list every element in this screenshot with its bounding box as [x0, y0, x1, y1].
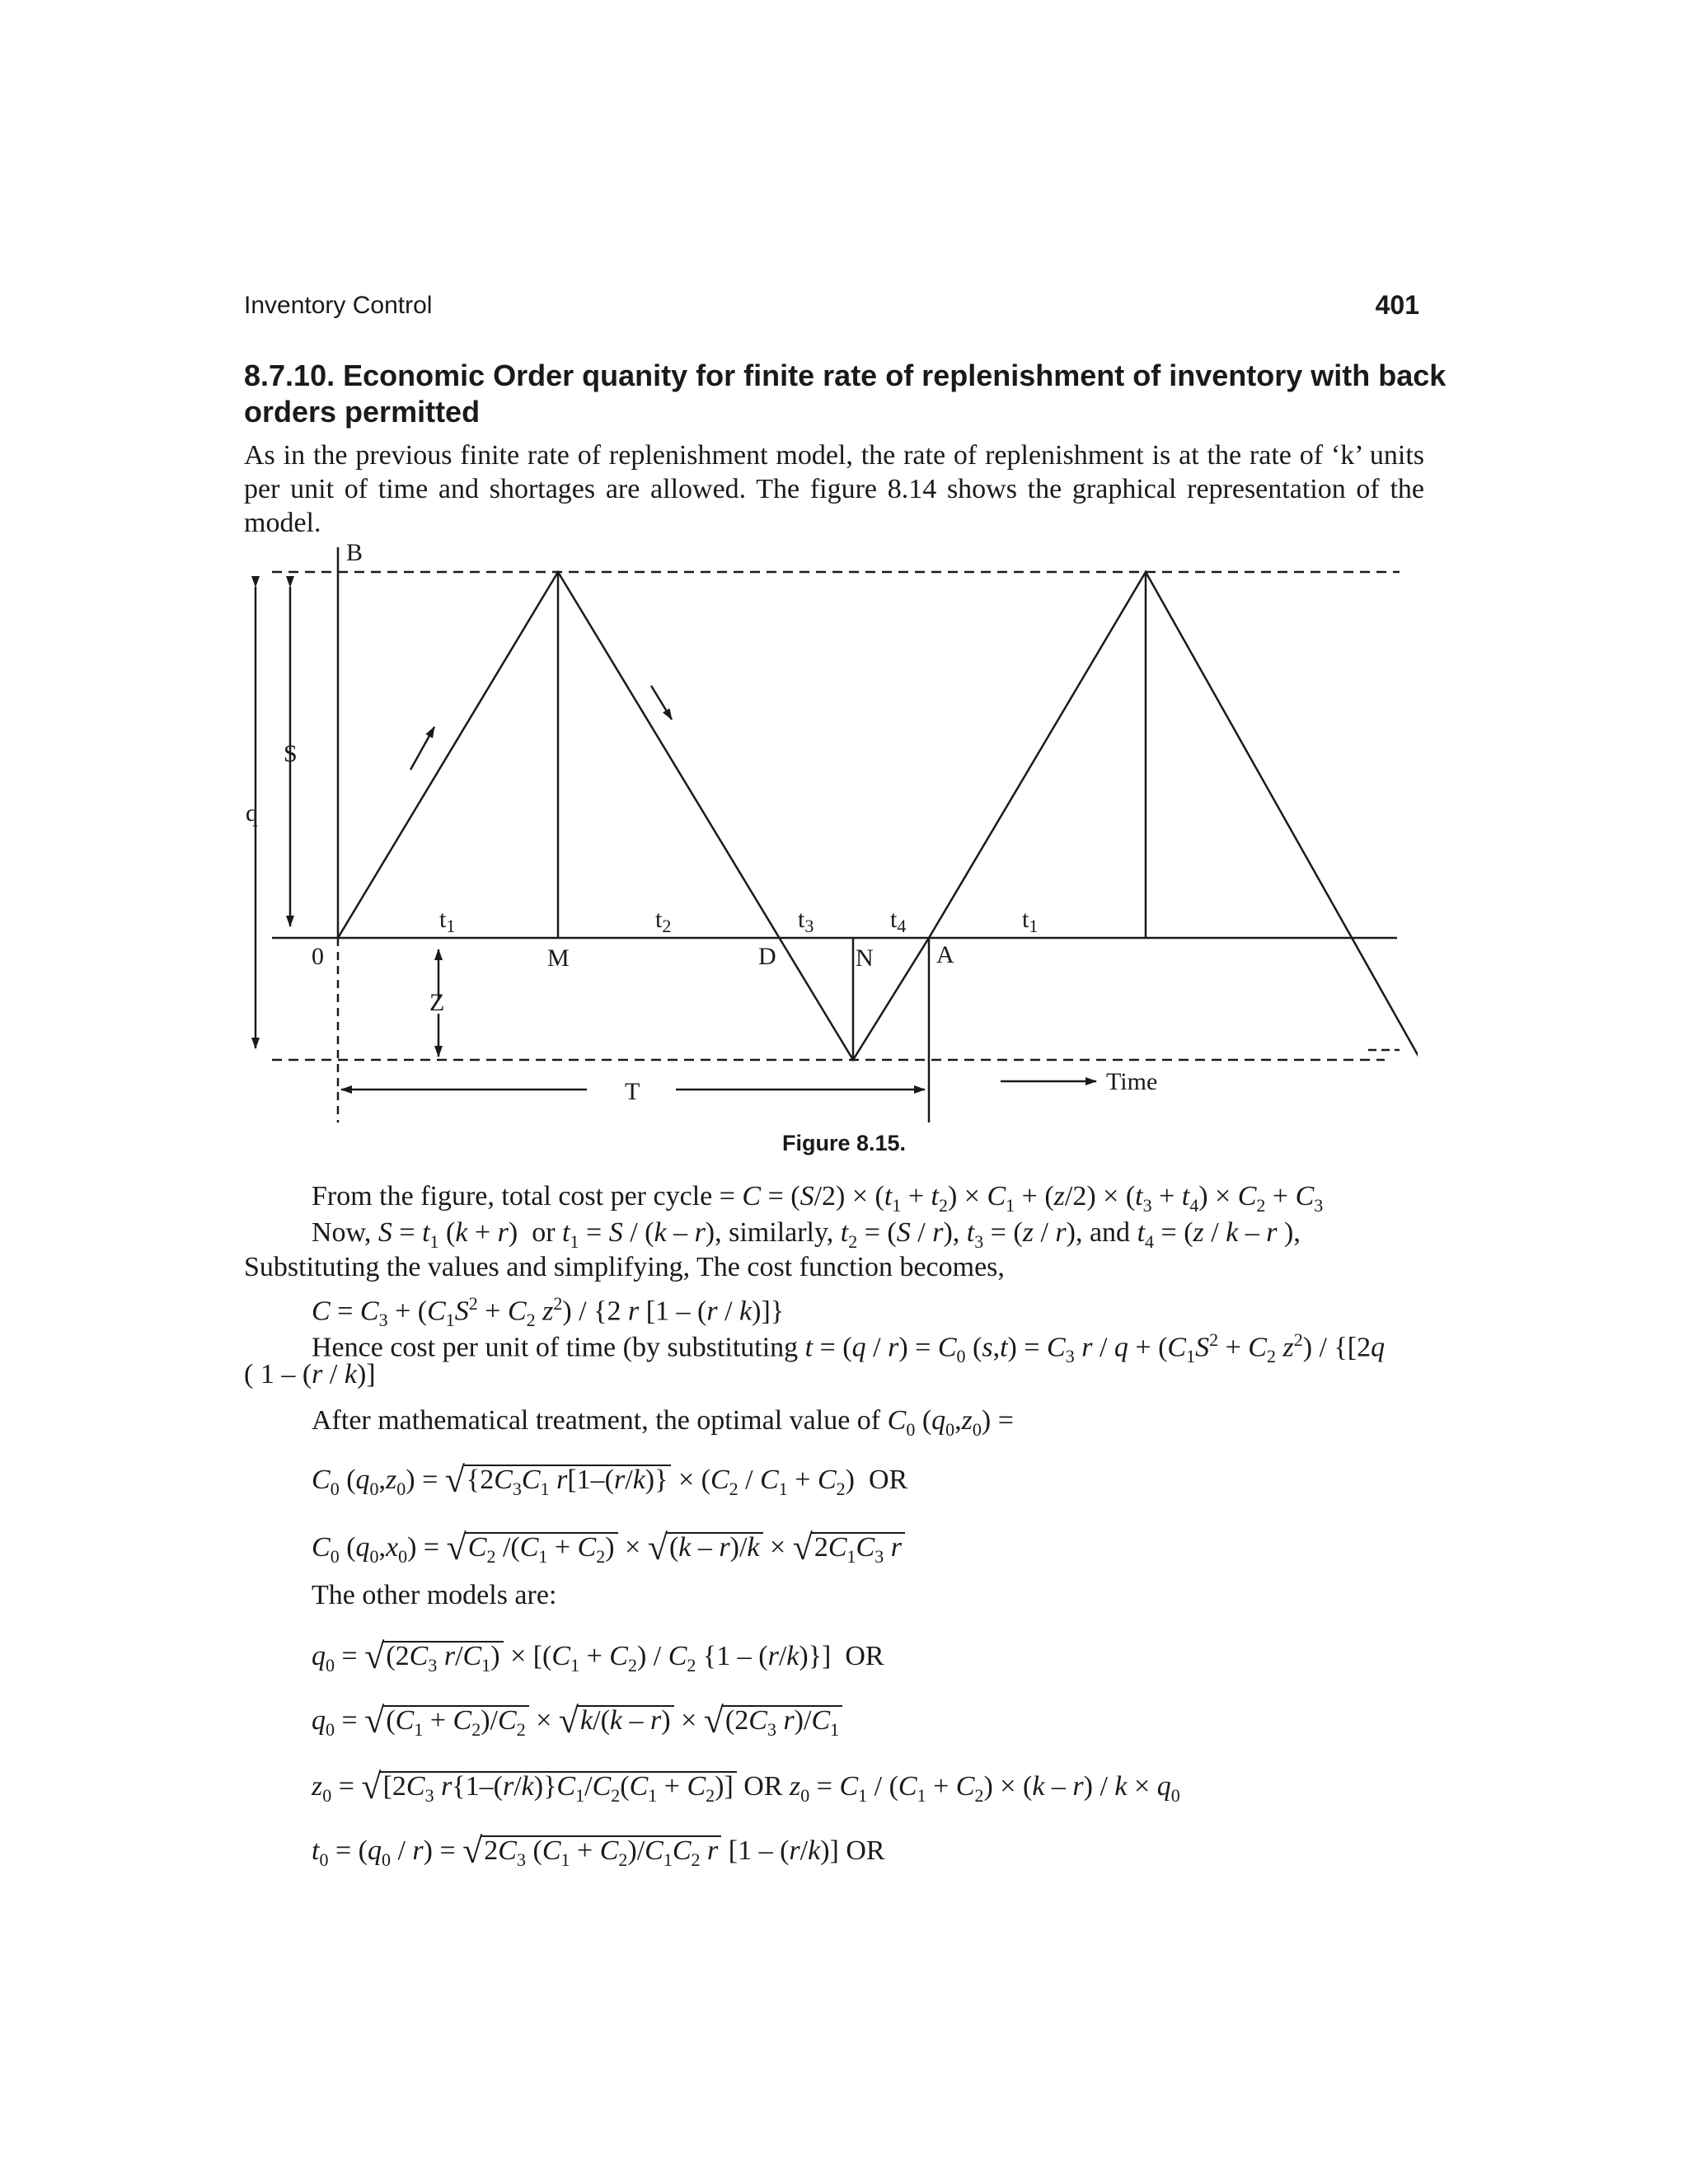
- label-m: M: [547, 944, 570, 972]
- total-cost-line: From the figure, total cost per cycle = $C = (S/2) \times (t_1 + t_2) \times C_1 + (z/2) \times (t_3 + t_4) \times C_2 + C_3$: [312, 1181, 1324, 1216]
- optimal-eq-1: $C_0$ $(q_0,z_0) = √\{2C_3C_1$ $r[1-(r/k)\} \times (C_2 / C_1 + C_2)$ OR: [312, 1460, 907, 1506]
- cost-per-time-cont: ( 1 – (r / k)]: [244, 1359, 376, 1390]
- label-b: B: [346, 539, 363, 566]
- optimal-eq-2: $C_0$ $(q_0,x_0) = √C_2$ $/(C_1 + C_2) \times √(k - r)/k \times √2C_1C_3$ r: [312, 1528, 905, 1573]
- other-models-line: The other models are:: [312, 1580, 557, 1610]
- label-t2: $t_2$: [655, 906, 672, 936]
- label-n: N: [856, 944, 874, 972]
- intro-paragraph: As in the previous finite rate of replenishment model, the rate of replenishment is at the rate of ‘k’ units per unit of time and shortages are allowed. The figure 8.14 shows the graphical representation of the model.: [244, 440, 1424, 538]
- cost-function: $C = C_3 + (C_1S^2 + C_2$ $z^2) / \{2$ r [1 – (r / k)]}: [312, 1293, 785, 1331]
- label-t-cycle: T: [625, 1078, 640, 1105]
- figure-caption: Figure 8.15.: [781, 1131, 907, 1155]
- section-title: 8.7.10. Economic Order quanity for finite rate of replenishment of inventory with back orders permitted: [244, 359, 1447, 429]
- label-d: D: [758, 943, 776, 970]
- label-q: q: [246, 799, 258, 827]
- q0-eq-1: $q_0 = √(2C_3$ $r/C_1) \times [(C_1 + C_2) / C_2$ {1 – (r/k)}] OR: [312, 1637, 884, 1682]
- substitution-line: Now, $S = t_1$ (k + r) or $t_1 = S / (k - r)$, similarly, $t_2 = (S / r)$, $t_3 = (z / r)$, and $t_4 = (z / k - r$ ),: [312, 1217, 1301, 1252]
- cost-per-time-line: Hence cost per unit of time (by substituting $t = (q / r) = C_0$ $(s,t) = C_3$ $r / q + (C_1S^2 + C_2$ $z^2) / \{[2q$: [312, 1329, 1386, 1367]
- label-t1: $t_1$: [439, 906, 456, 936]
- inventory-diagram: [231, 527, 1418, 1129]
- label-t4: $t_4$: [890, 906, 907, 936]
- q0-eq-2: $q_0 = √(C_1 + C_2)/C_2 \times √k/(k - r) \times √(2C_3$ $r)/C_1$: [312, 1701, 842, 1746]
- t0-eq: $t_0 = (q_0 / r) = √2C_3$ $(C_1 + C_2)/C_1C_2$ r [1 – (r/k)] OR: [312, 1831, 885, 1877]
- label-a: A: [936, 941, 954, 968]
- label-z: Z: [429, 989, 445, 1016]
- label-s: S: [284, 740, 298, 767]
- label-t3: $t_3$: [798, 906, 814, 936]
- label-t1-next: $t_1$: [1022, 906, 1039, 936]
- label-time: Time: [1106, 1068, 1158, 1095]
- optimal-intro: After mathematical treatment, the optimal value of $C_0$ $(q_0,z_0)$ =: [312, 1405, 1014, 1440]
- page-number: 401: [1375, 290, 1419, 320]
- label-origin: 0: [312, 943, 324, 970]
- z0-eq: $z_0 = √[2C_3$ $r\{1-(r/k)\}C_1/C_2(C_1 + C_2)$] OR $z_0 = C_1 / (C_1 + C_2) \times (k - r) / k \times q_0$: [312, 1767, 1180, 1812]
- simplify-line: Substituting the values and simplifying, The cost function becomes,: [244, 1252, 1005, 1282]
- running-head: Inventory Control: [244, 292, 433, 319]
